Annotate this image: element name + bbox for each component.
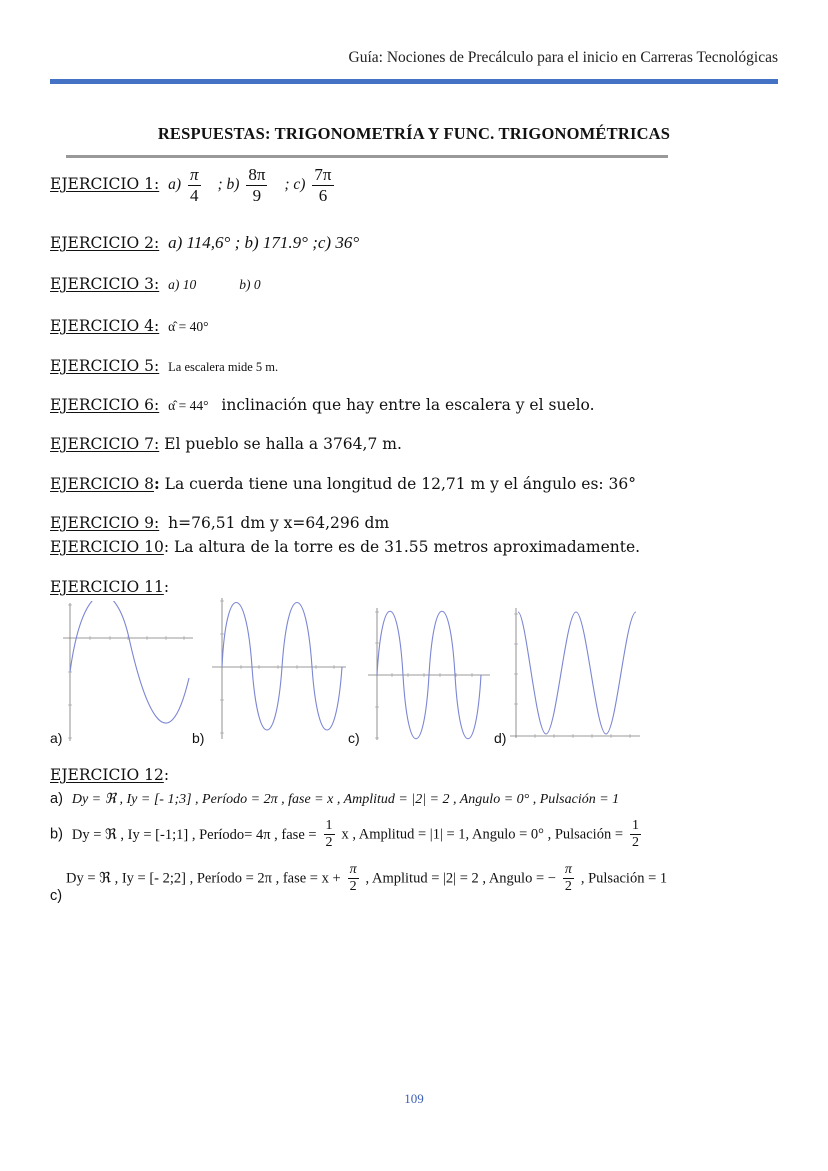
exercise-6-math: α̂ = 44° bbox=[168, 398, 209, 413]
exercise-12-colon: : bbox=[163, 766, 170, 784]
exercise-7 bbox=[50, 435, 402, 453]
exercise-10-answer: : La altura de la torre es de 31.55 metros aproximadamente. bbox=[163, 538, 641, 556]
ex1-b-tag: ; b) bbox=[217, 176, 240, 194]
ex12-b-fraction-2: $\frac{1}{2}$ bbox=[631, 818, 639, 851]
graph-c-letter: c) bbox=[348, 730, 360, 746]
exercise-8-answer: La cuerda tiene una longitud de 12,71 m y el ángulo es: 36° bbox=[164, 475, 637, 493]
exercise-10-label: EJERCICIO 10 bbox=[50, 538, 164, 556]
exercise-9-label: EJERCICIO 9: bbox=[50, 514, 160, 532]
exercise-12-b bbox=[50, 818, 643, 851]
exercise-6-label: EJERCICIO 6: bbox=[50, 396, 160, 414]
exercise-8-colon: : bbox=[153, 474, 160, 493]
exercise-10 bbox=[50, 538, 640, 556]
ex12-c-part2: , Amplitud = |2| = 2 , Angulo = − bbox=[365, 870, 556, 887]
title-rule bbox=[66, 155, 668, 158]
exercise-11-colon: : bbox=[163, 578, 170, 596]
ex12-b-tag: b) bbox=[50, 826, 63, 843]
section-title: RESPUESTAS: TRIGONOMETRÍA Y FUNC. TRIGONOMÉTRICAS bbox=[157, 124, 671, 143]
graph-b bbox=[212, 596, 348, 741]
ex1-c-tag: ; c) bbox=[284, 176, 306, 194]
ex12-c-fraction-2: $\frac{\pi}{2}$ bbox=[564, 862, 572, 895]
exercise-4-answer: α̂ = 40° bbox=[168, 319, 209, 334]
ex12-c-fraction-1: $\frac{\pi}{2}$ bbox=[349, 862, 357, 895]
header-title: Guía: Nociones de Precálculo para el inicio en Carreras Tecnológicas bbox=[348, 49, 778, 66]
exercise-5-answer: La escalera mide 5 m. bbox=[168, 360, 279, 374]
ex12-c-part3: , Pulsación = 1 bbox=[580, 870, 668, 887]
ex12-b-part2: x , Amplitud = |1| = 1, Angulo = 0° , Pulsación = bbox=[341, 826, 624, 843]
exercise-1 bbox=[50, 165, 336, 205]
graph-a-curve bbox=[70, 601, 189, 723]
ex1-c-fraction: $\frac{7\pi}{6}$ bbox=[314, 165, 332, 205]
exercise-5-label: EJERCICIO 5: bbox=[50, 357, 160, 375]
exercise-3 bbox=[50, 275, 261, 293]
exercise-11-label: EJERCICIO 11 bbox=[50, 578, 164, 596]
exercise-11 bbox=[50, 578, 169, 596]
exercise-12 bbox=[50, 766, 169, 784]
exercise-3-answer-b: b) 0 bbox=[239, 277, 261, 292]
ex12-b-fraction-1: $\frac{1}{2}$ bbox=[325, 818, 333, 851]
exercise-2-answer: a) 114,6° ; b) 171.9° ;c) 36° bbox=[168, 233, 360, 252]
graph-a bbox=[63, 601, 195, 743]
exercise-12-a bbox=[50, 789, 619, 808]
exercise-2 bbox=[50, 233, 359, 253]
graph-b-curve bbox=[222, 603, 342, 731]
ex12-a-tag: a) bbox=[50, 791, 63, 807]
exercise-3-label: EJERCICIO 3: bbox=[50, 275, 160, 293]
exercise-12-c bbox=[66, 862, 667, 895]
exercise-7-label: EJERCICIO 7: bbox=[50, 435, 160, 453]
graph-d bbox=[510, 606, 642, 742]
ex1-a-tag: a) bbox=[168, 176, 182, 194]
ex1-a-fraction: $\frac{\pi}{4}$ bbox=[190, 165, 199, 205]
exercise-12-label: EJERCICIO 12 bbox=[50, 766, 164, 784]
graph-d-curve bbox=[518, 612, 636, 734]
graph-b-letter: b) bbox=[192, 730, 205, 746]
ex12-a-answer: Dy = ℜ , Iy = [- 1;3] , Período = 2π , fase = x , Amplitud = |2| = 2 , Angulo = 0° , Pulsación = 1 bbox=[71, 792, 620, 807]
exercise-6 bbox=[50, 396, 595, 414]
exercise-4 bbox=[50, 317, 208, 335]
exercise-5 bbox=[50, 357, 278, 375]
exercise-7-answer: El pueblo se halla a 3764,7 m. bbox=[164, 435, 402, 453]
ex12-c-part1: Dy = ℜ , Iy = [- 2;2] , Período = 2π , fase = x + bbox=[66, 870, 341, 887]
exercise-8 bbox=[50, 474, 636, 493]
graph-d-letter: d) bbox=[494, 730, 507, 746]
exercise-9-answer: h=76,51 dm y x=64,296 dm bbox=[168, 514, 390, 532]
ex1-b-fraction: $\frac{8\pi}{9}$ bbox=[248, 165, 266, 205]
exercise-2-label: EJERCICIO 2: bbox=[50, 234, 160, 252]
ex12-c-tag: c) bbox=[50, 888, 63, 904]
exercise-8-label: EJERCICIO 8 bbox=[50, 475, 154, 493]
page-number: 109 bbox=[404, 1091, 424, 1106]
exercise-6-answer: inclinación que hay entre la escalera y el suelo. bbox=[221, 396, 595, 414]
ex12-b-part1: Dy = ℜ , Iy = [-1;1] , Período= 4π , fase = bbox=[71, 826, 317, 843]
exercise-3-answer-a: a) 10 bbox=[168, 277, 197, 292]
graph-a-letter: a) bbox=[50, 730, 63, 746]
graph-c bbox=[368, 606, 492, 742]
exercise-4-label: EJERCICIO 4: bbox=[50, 317, 160, 335]
header-bar bbox=[50, 79, 778, 84]
exercise-9 bbox=[50, 514, 389, 532]
exercise-1-label: EJERCICIO 1: bbox=[50, 175, 160, 194]
